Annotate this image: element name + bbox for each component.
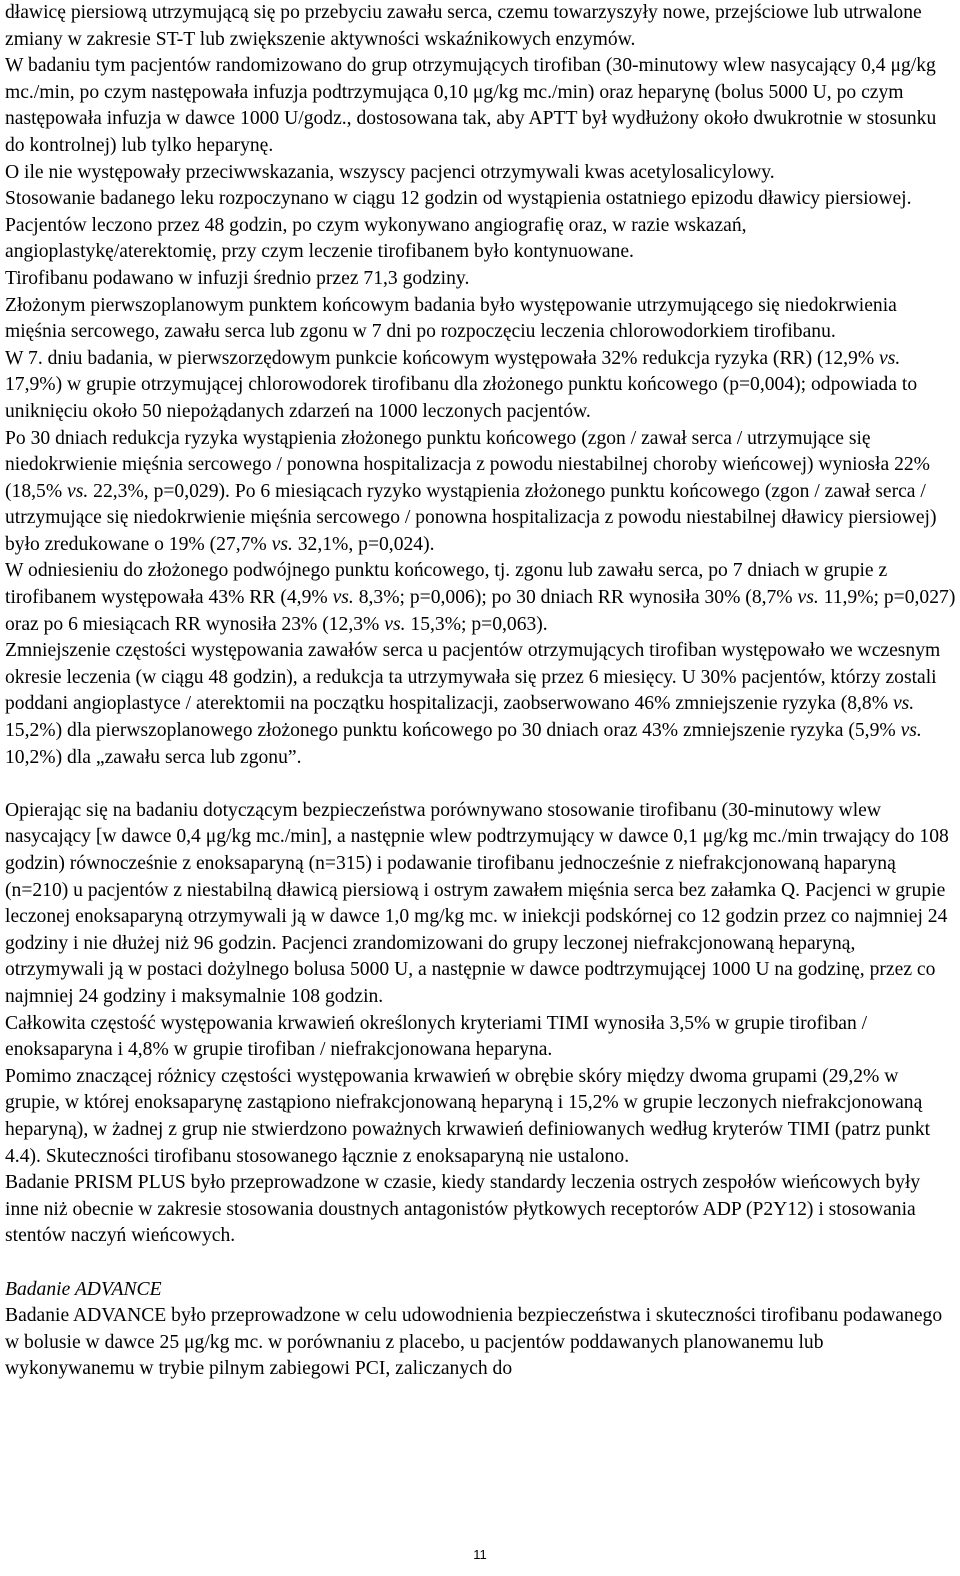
document-page [5, 0, 957, 1383]
paragraph-safety-study: Opierając się na badaniu dotyczącym bezpieczeństwa porównywano stosowanie tirofibanu (30-minutowy wlew nasycający [w dawce 0,4 μg/kg mc./min], a następnie wlew podtrzymujący w dawce 0,1 μg/kg mc./min trwający do 108 godzin) równocześnie z enoksaparyną (n=315) i podawanie tirofibanu jednocześnie z niefrakcjonowaną haparyną (n=210) u pacjentów z niestabilną dławicą piersiową i ostrym zawałem mięśnia serca bez załamka Q. Pacjenci w grupie leczonej enoksaparyną otrzymywali ją w dawce 1,0 mg/kg mc. w iniekcji podskórnej co 12 godzin przez co najmniej 24 godziny i nie dłużej niż 96 godzin. Pacjenci zrandomizowani do grupy leczonej niefrakcjonowaną heparyną, otrzymywali ją w postaci dożylnego bolusa 5000 U, a następnie w dawce podtrzymującej 1000 U na godzinę, przez co najmniej 24 godziny i maksymalnie 108 godzin. [5, 799, 949, 1007]
paragraph-mi-reduction: Zmniejszenie częstości występowania zawałów serca u pacjentów otrzymujących tirofiban występowało we wczesnym okresie leczenia (w ciągu 48 godzin), a redukcja ta utrzymywała się przez 6 miesięcy. U 30% pacjentów, którzy zostali poddani angioplastyce / aterektomii na początku hospitalizacji, zaobserwowano 46% zmniejszenie ryzyka (8,8% vs. 15,2%) dla pierwszoplanowego złożonego punktu końcowego po 30 dniach oraz 43% zmniejszenie ryzyka (5,9% vs. 10,2%) dla „zawału serca lub zgonu”. [5, 640, 941, 768]
paragraph-primary-endpoint: Złożonym pierwszoplanowym punktem końcowym badania było występowanie utrzymującego się niedokrwienia mięśnia sercowego, zawału serca lub zgonu w 7 dni po rozpoczęciu leczenia chlorowodorkiem tirofibanu. [5, 294, 897, 343]
page-number: 11 [473, 1547, 487, 1562]
paragraph-day30-results: Po 30 dniach redukcja ryzyka wystąpienia złożonego punktu końcowego (zgon / zawał serca / utrzymujące się niedokrwienie mięśnia sercowego / ponowna hospitalizacja z powodu niestabilnej choroby wieńcowej) wyniosła 22% (18,5% vs. 22,3%, p=0,029). Po 6 miesiącach ryzyko wystąpienia złożonego punktu końcowego (zgon / zawał serca / utrzymujące się niedokrwienie mięśnia sercowego / ponowna hospitalizacja z powodu niestabilnej dławicy piersiowej) było zredukowane o 19% (27,7% vs. 32,1%, p=0,024). [5, 427, 937, 555]
paragraph-day7-results: W 7. dniu badania, w pierwszorzędowym punkcie końcowym występowała 32% redukcja ryzyka (RR) (12,9% vs. 17,9%) w grupie otrzymującej chlorowodorek tirofibanu dla złożonego punktu końcowego (p=0,004); odpowiada to uniknięciu około 50 niepożądanych zdarzeń na 1000 leczonych pacjentów. [5, 347, 918, 422]
paragraph-double-endpoint: W odniesieniu do złożonego podwójnego punktu końcowego, tj. zgonu lub zawału serca, po 7 dniach w grupie z tirofibanem występowała 43% RR (4,9% vs. 8,3%; p=0,006); po 30 dniach RR wynosiła 30% (8,7% vs. 11,9%; p=0,027) oraz po 6 miesiącach RR wynosiła 23% (12,3% vs. 15,3%; p=0,063). [5, 560, 956, 635]
paragraph-advance: Badanie ADVANCE było przeprowadzone w celu udowodnienia bezpieczeństwa i skuteczności tirofibanu podawanego w bolusie w dawce 25 μg/kg mc. w porównaniu z placebo, u pacjentów poddawanych planowanemu lub wykonywanemu w trybie pilnym zabiegowi PCI, zaliczanych do [5, 1305, 943, 1380]
paragraph-gap [5, 771, 957, 798]
paragraph-prism-plus: Badanie PRISM PLUS było przeprowadzone w czasie, kiedy standardy leczenia ostrych zespołów wieńcowych były inne niż obecnie w zakresie stosowania doustnych antagonistów płytkowych receptorów ADP (P2Y12) i stosowania stentów naczyń wieńcowych. [5, 1172, 921, 1247]
paragraph-skin-bleeding: Pomimo znaczącej różnicy częstości występowania krwawień w obrębie skóry między dwoma grupami (29,2% w grupie, w której enoksaparynę zastąpiono niefrakcjonowaną heparyną i 15,2% w grupie leczonych niefrakcjonowaną heparyną), w żadnej z grup nie stwierdzono poważnych krwawień definiowanych według kryterów TIMI (patrz punkt 4.4). Skuteczności tirofibanu stosowanego łącznie z enoksaparyną nie ustalono. [5, 1065, 931, 1167]
section-heading-advance: Badanie ADVANCE [5, 1278, 162, 1300]
paragraph-infusion-duration: Tirofibanu podawano w infuzji średnio przez 71,3 godziny. [5, 267, 470, 289]
paragraph-treatment-start: Stosowanie badanego leku rozpoczynano w ciągu 12 godzin od wystąpienia ostatniego epizodu dławicy piersiowej. Pacjentów leczono przez 48 godzin, po czym wykonywano angiografię oraz, w razie wskazań, angioplastykę/aterektomię, przy czym leczenie tirofibanem było kontynuowane. [5, 188, 912, 263]
paragraph-intro: dławicę piersiową utrzymującą się po przebyciu zawału serca, czemu towarzyszyły nowe, przejściowe lub utrwalone zmiany w zakresie ST-T lub zwiększenie aktywności wskaźnikowych enzymów. [5, 2, 922, 50]
paragraph-gap [5, 1250, 957, 1277]
paragraph-randomization: W badaniu tym pacjentów randomizowano do grup otrzymujących tirofiban (30-minutowy wlew nasycający 0,4 μg/kg mc./min, po czym następowała infuzja podtrzymująca 0,10 μg/kg mc./min) oraz heparynę (bolus 5000 U, po czym następowała infuzja w dawce 1000 U/godz., dostosowana tak, aby APTT był wydłużony około dwukrotnie w stosunku do kontrolnej) lub tylko heparynę. [5, 55, 937, 156]
paragraph-acetylsalicylic: O ile nie występowały przeciwwskazania, wszyscy pacjenci otrzymywali kwas acetylosalicylowy. [5, 161, 775, 183]
paragraph-timi-bleeding: Całkowita częstość występowania krwawień określonych kryteriami TIMI wynosiła 3,5% w grupie tirofiban / enoksaparyna i 4,8% w grupie tirofiban / niefrakcjonowana heparyna. [5, 1012, 868, 1061]
